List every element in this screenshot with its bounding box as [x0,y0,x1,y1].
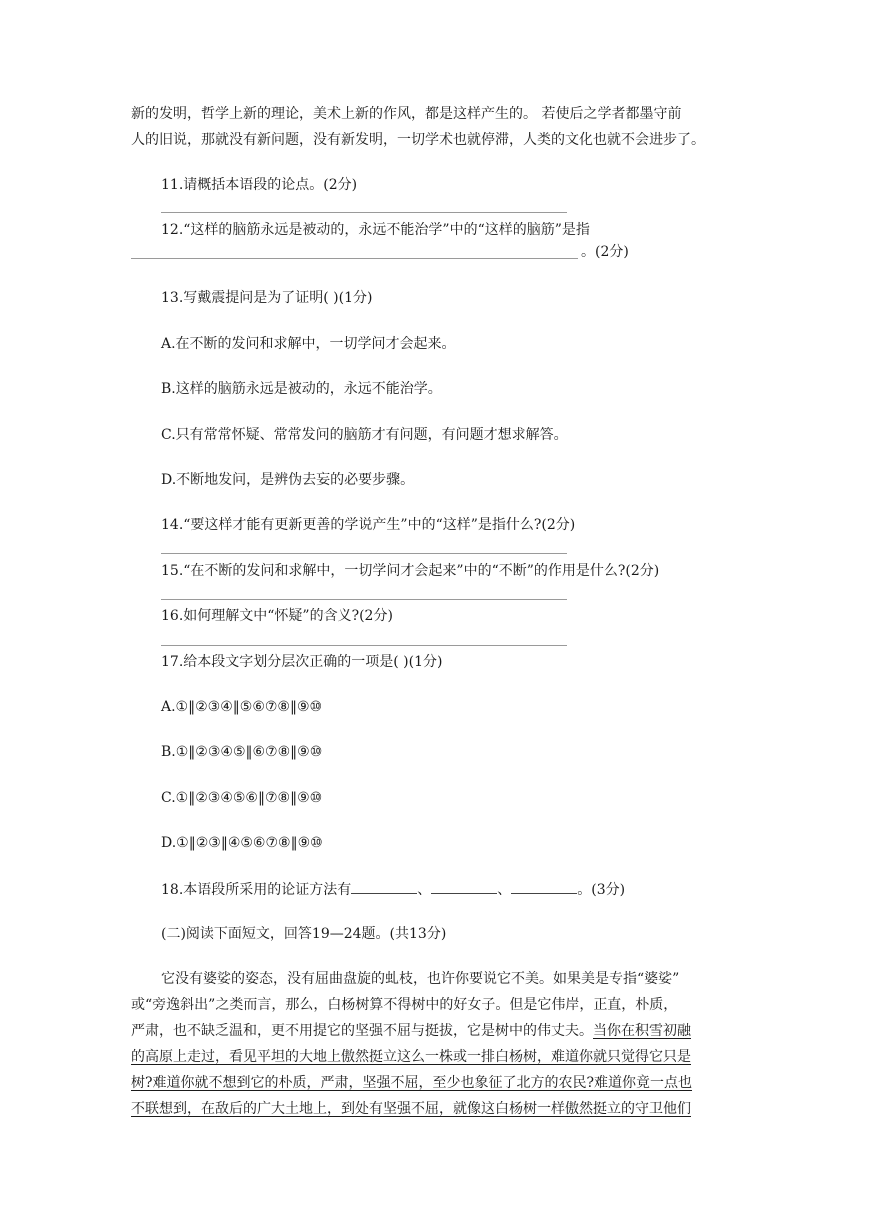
question-18-sep-1: 、 [417,882,432,898]
question-13: 13.写戴震提问是为了证明( )(1分) [161,290,373,306]
passage-line-4: 的高原上走过，看见平坦的大地上傲然挺立这么一株或一排白杨树，难道你就只觉得它只是 [131,1049,691,1065]
passage-line-3-plain: 严肃，也不缺乏温和，更不用提它的坚强不屈与挺拔，它是树中的伟丈夫。 [131,1023,593,1039]
question-17: 17.给本段文字划分层次正确的一项是( )(1分) [161,654,443,670]
option-17-c: C.①‖②③④⑤⑥‖⑦⑧‖⑨⑩ [161,790,323,806]
option-13-a: A.在不断的发问和求解中，一切学问才会起来。 [161,336,456,352]
question-11: 11.请概括本语段的论点。(2分) [161,177,358,193]
passage-line-6: 不联想到，在敌后的广大土地上，到处有坚强不屈，就像这白杨树一样傲然挺立的守卫他们 [131,1101,691,1117]
question-12-tail: 。(2分) [581,244,629,260]
question-16: 16.如何理解文中“怀疑”的含义?(2分) [161,608,393,624]
option-17-a: A.①‖②③④‖⑤⑥⑦⑧‖⑨⑩ [161,699,323,715]
passage-line-3 [131,1021,691,1041]
question-18 [161,879,625,900]
question-12: 12.“这样的脑筋永远是被动的，永远不能治学”中的“这样的脑筋”是指 [161,222,590,238]
blank-18-3[interactable] [511,879,577,894]
answer-line-11[interactable] [161,212,567,213]
intro-line-2: 人的旧说，那就没有新问题，没有新发明，一切学术也就停滞，人类的文化也就不会进步了。 [131,132,705,148]
option-13-d: D.不断地发问，是辨伪去妄的必要步骤。 [161,472,415,488]
question-15: 15.“在不断的发问和求解中，一切学问才会起来”中的“不断”的作用是什么?(2分) [161,563,660,579]
question-18-suffix: 。(3分) [577,882,626,898]
passage-line-5: 树?难道你就不想到它的朴质，严肃，坚强不屈，至少也象征了北方的农民?难道你竟一点也 [131,1075,693,1091]
answer-line-14[interactable] [161,553,567,554]
blank-18-1[interactable] [351,879,417,894]
passage-line-2: 或“旁逸斜出”之类而言，那么，白杨树算不得树中的好女子。但是它伟岸，正直，朴质， [131,997,678,1013]
blank-18-2[interactable] [431,879,497,894]
question-18-prefix: 18.本语段所采用的论证方法有 [161,882,352,898]
answer-line-16[interactable] [161,645,567,646]
question-18-sep-2: 、 [497,882,512,898]
option-13-c: C.只有常常怀疑、常常发问的脑筋才有问题，有问题才想求解答。 [161,427,568,443]
section-2-heading: (二)阅读下面短文，回答19—24题。(共13分) [161,926,447,942]
answer-line-15[interactable] [161,599,567,600]
option-13-b: B.这样的脑筋永远是被动的，永远不能治学。 [161,381,442,397]
answer-line-12[interactable] [131,258,578,259]
question-14: 14.“要这样才能有更新更善的学说产生”中的“这样”是指什么?(2分) [161,517,576,533]
option-17-d: D.①‖②③‖④⑤⑥⑦⑧‖⑨⑩ [161,835,323,851]
passage-line-1: 它没有婆娑的姿态，没有屈曲盘旋的虬枝，也许你要说它不美。如果美是专指“婆娑” [161,971,680,987]
passage-line-3-underlined: 当你在积雪初融 [593,1023,691,1039]
option-17-b: B.①‖②③④⑤‖⑥⑦⑧‖⑨⑩ [161,744,323,760]
intro-line-1: 新的发明，哲学上新的理论，美术上新的作风，都是这样产生的。 若使后之学者都墨守前 [131,106,682,122]
